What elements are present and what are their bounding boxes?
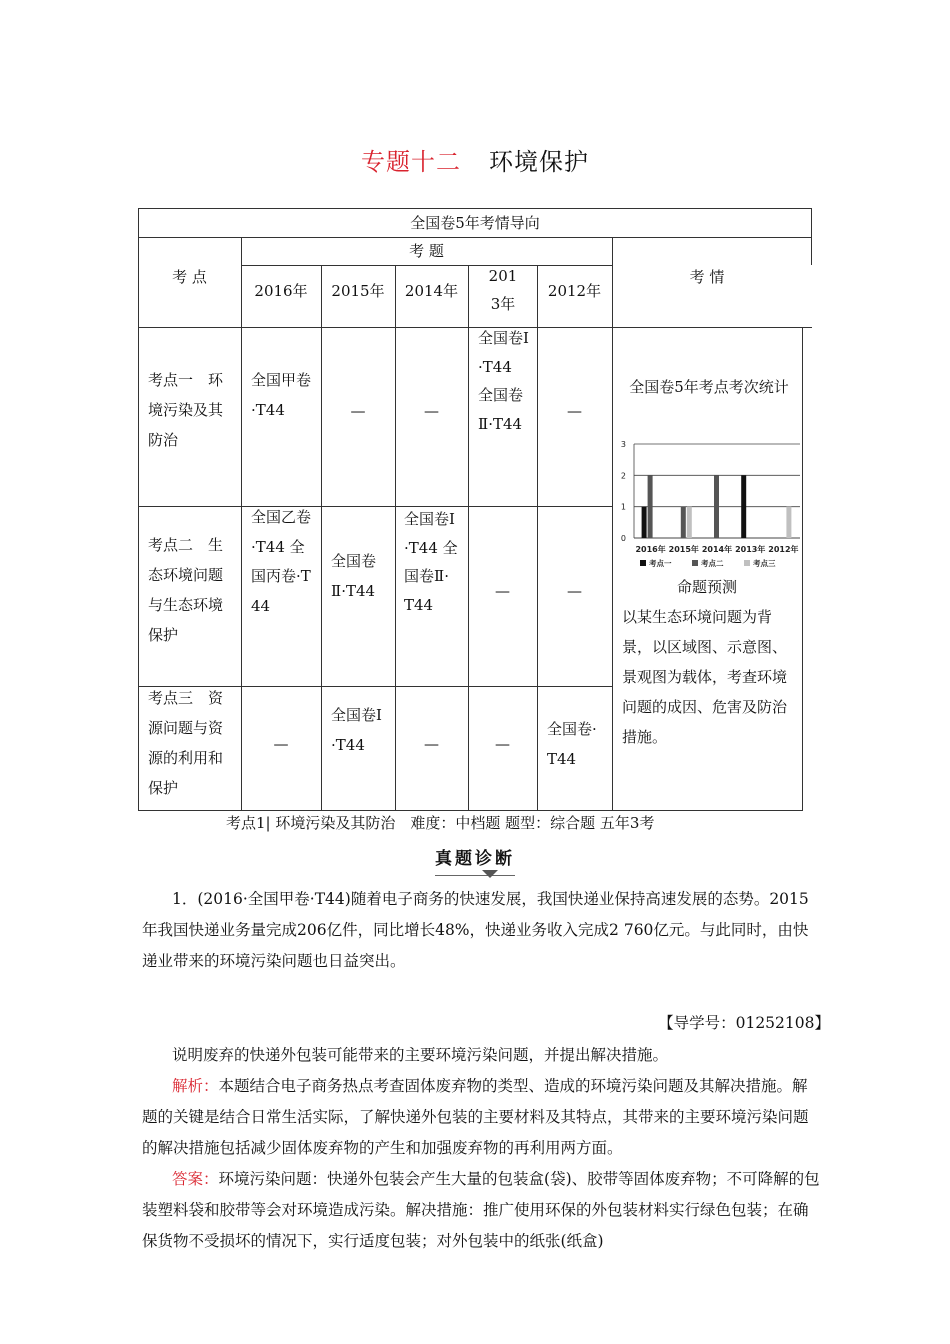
y-tick-label: 2 [620,471,626,481]
header-kaoti: 考 题 [409,242,444,260]
question-ask: 说明废弃的快递外包装可能带来的主要环境污染问题，并提出解决措施。 [172,1046,669,1064]
meta-line: 考点1| 环境污染及其防治 难度：中档题 题型：综合题 五年3考 [226,814,655,832]
table-caption: 全国卷5年考情导向 [410,214,540,232]
legend-label: 考点一 [649,559,672,568]
bar [714,475,719,538]
y-tick-label: 0 [620,534,626,543]
row1-2015: — [350,402,366,420]
title-main: 环境保护 [489,148,589,176]
legend-label: 考点二 [701,559,724,568]
bar [681,507,686,538]
answer-label: 答案： [172,1170,219,1188]
bar [786,507,791,538]
year-2014: 2014年 [404,282,459,300]
year-2015: 2015年 [331,282,385,300]
row1-2012: — [567,402,582,420]
prediction-text: 以某生态环境问题为背景，以区域图、示意图、景观图为载体，考查环境问题的成因、危害及防治措施。 [622,608,788,746]
x-tick-label: 2014年 [701,545,733,554]
answer-text: 环境污染问题：快递外包装会产生大量的包装盒(袋)、胶带等固体废弃物；不可降解的包装塑料袋和胶带等会对环境造成污染。解决措施：推广使用环保的外包装材料实行绿色包装；在确保货物不受损坏的情况下，实行适度包装；对外包装中的纸张(纸盒) [142,1170,820,1250]
row2-2016: 全国乙卷·T44 全国丙卷·T44 [251,508,312,615]
analysis-block [142,1071,820,1164]
bar [687,507,692,538]
row3-2015: 全国卷Ⅰ·T44 [331,706,382,754]
title-prefix: 专题十二 [361,148,461,176]
answer-block [142,1164,820,1257]
x-tick-label: 2012年 [768,545,799,554]
legend-swatch [744,560,750,566]
x-tick-label: 2016年 [635,545,666,554]
row3-2014: — [424,735,439,753]
row3-2012: 全国卷·T44 [547,720,597,768]
x-tick-label: 2013年 [735,545,766,554]
bar [648,475,653,538]
section-marker-icon [482,870,498,878]
guide-number: 【导学号：01252108】 [658,1014,830,1032]
row3-name: 考点三 资源问题与资源的利用和保护 [148,689,224,797]
row1-name: 考点一 环境污染及其防治 [148,371,224,449]
year-2013: 2013年 [488,267,518,313]
year-2012: 2012年 [547,282,602,300]
row3-2016: — [273,735,289,753]
section-heading [0,842,950,876]
row2-2012: — [567,582,582,600]
legend-swatch [692,560,698,566]
stats-chart [616,436,802,570]
y-tick-label: 1 [620,502,626,512]
analysis-label: 解析： [172,1077,219,1095]
analysis-text: 本题结合电子商务热点考查固体废弃物的类型、造成的环境污染问题及其解决措施。解题的关键是结合日常生活实际，了解快递外包装的主要材料及其特点，其带来的主要环境污染问题的解决措施包括减少固体废弃物的产生和加强废弃物的再利用两方面。 [142,1077,809,1157]
row2-2014: 全国卷Ⅰ·T44 全国卷Ⅱ·T44 [404,510,458,614]
year-2016: 2016年 [254,282,308,300]
legend-swatch [640,560,646,566]
y-tick-label: 3 [620,440,626,449]
row2-2013: — [495,582,510,600]
row2-name: 考点二 生态环境问题与生态环境保护 [148,536,224,644]
x-tick-label: 2015年 [668,545,699,554]
row1-2014: — [424,402,439,420]
question-text: 1．(2016·全国甲卷·T44)随着电子商务的快速发展，我国快递业保持高速发展的态势。2015年我国快递业务量完成206亿件，同比增长48%，快递业务收入完成2 760亿元。与此同时，由快递业带来的环境污染问题也日益突出。 [142,890,809,970]
page-title [0,142,950,177]
row3-2013: — [495,735,510,753]
section-title: 真题诊断 [435,842,515,876]
row2-2015: 全国卷Ⅱ·T44 [331,552,377,600]
header-kaoqing: 考 情 [689,268,725,286]
prediction-title: 命题预测 [677,578,738,596]
header-kaodian: 考 点 [172,268,207,286]
bar [741,475,746,538]
stats-title: 全国卷5年考点考次统计 [629,378,789,396]
row1-2013: 全国卷Ⅰ·T44 全国卷Ⅱ·T44 [478,329,529,433]
row1-2016: 全国甲卷·T44 [251,371,312,419]
legend-label: 考点三 [753,559,776,568]
bar [642,507,647,538]
